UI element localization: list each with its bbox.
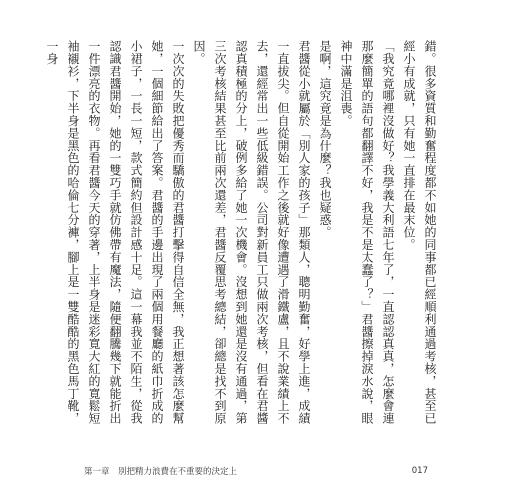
paragraph: 是啊，這究竟是為什麼？我也疑惑。 xyxy=(318,40,332,239)
chapter-title: 第一章 別把精力浪費在不重要的決定上 xyxy=(84,467,238,477)
paragraph: 一次次的失敗把優秀而驕傲的君醬打擊得自信全無，我正想著該怎麼幫她，一個細節給出了答案。君醬的手邊出現了兩個用餐廳的紙巾折成的小裙子，一長一短，款式簡約但設計感十足。這一幕我並不陌生，從我認識君醬開始，她的一雙巧手就仿佛帶有魔法，隨便翻騰幾下就能折出一件漂亮的衣物。再看君醬今天的穿著，上半身是迷彩寬大紅的寬鬆短袖襯衫，下半身是黑色的哈倫七分褲，腳上是一雙酷酷的黑色馬丁靴，一身 xyxy=(45,40,185,425)
page-footer xyxy=(84,464,428,478)
paragraph: 君醬從小就屬於「別人家的孩子」那類人，聰明勤奮，好學上進，成績一直拔尖。但自從開始工作之後就好像遭遇了滑鐵盧，且不說業績上不去，還經常出一些低級錯誤。公司對新員工只做兩次考核，但看在君醬認真積極的分上，破例多給了她一次機會。沒想到她還是沒有通過，第三次考核結果甚至比前兩次還差，君醬反覆思考總結，卻總是找不到原因。 xyxy=(192,40,311,425)
page-number: 017 xyxy=(411,466,428,476)
body-text xyxy=(45,40,440,436)
paragraph: 「我究竟哪裡沒做好？我學義大利語七年了，一直認認真真，怎麼會連那麼簡單的語句都翻譯不好，我是不是太蠢了？」君醬擦掉淚水說，眼神中滿是沮喪。 xyxy=(339,40,395,425)
paragraph: 錯。很多資質和勤奮程度都不如她的同事都已經順利通過考核，甚至已經小有成就，只有她一直排在最末位。 xyxy=(402,40,437,425)
